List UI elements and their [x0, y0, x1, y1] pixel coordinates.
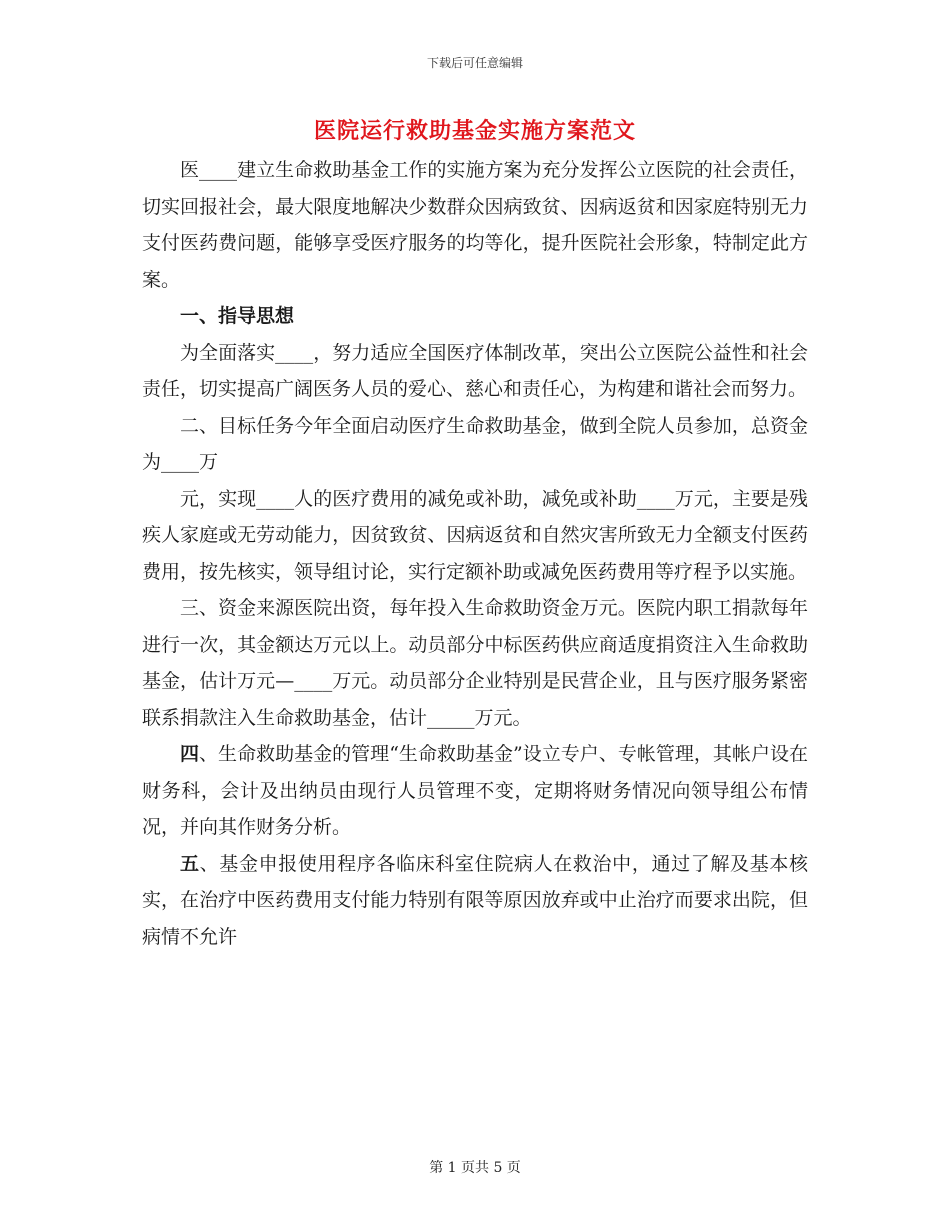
paragraph-guiding-thought — [142, 335, 808, 408]
section-heading-label: 一、指导思想 — [180, 305, 295, 327]
paragraph-application-procedure — [142, 846, 808, 956]
page-number-footer: 第 1 页共 5 页 — [429, 1160, 521, 1176]
header-note: 下载后可任意编辑 — [426, 56, 523, 70]
document-body — [142, 152, 808, 955]
paragraph-intro — [142, 152, 808, 298]
paragraph-text: 元，实现____人的医疗费用的减免或补助，减免或补助____万元，主要是残疾人家庭或无劳动能力，因贫致贫、因病返贫和自然灾害所致无力全额支付医药费用，按先核实，领导组讨论，实行定额补助或减免医药费用等疗程予以实施。 — [142, 487, 808, 583]
section-heading-guiding-thought — [142, 298, 808, 335]
paragraph-text: 三、资金来源医院出资，每年投入生命救助资金万元。医院内职工捐款每年进行一次，其金额达万元以上。动员部分中标医药供应商适度捐资注入生命救助基金，估计万元—____万元。动员部分企业特别是民营企业，且与医疗服务紧密联系捐款注入生命救助基金，估计_____万元。 — [142, 597, 808, 729]
paragraph-text: 、基金申报使用程序各临床科室住院病人在救治中，通过了解及基本核实，在治疗中医药费用支付能力特别有限等原因放弃或中止治疗而要求出院，但病情不允许 — [142, 852, 808, 948]
paragraph-text: 为全面落实____，努力适应全国医疗体制改革，突出公立医院公益性和社会责任，切实提高广阔医务人员的爱心、慈心和责任心，为构建和谐社会而努力。 — [142, 341, 808, 400]
paragraph-lead: 五 — [180, 852, 200, 875]
paragraph-text: 、生命救助基金的管理“生命救助基金”设立专户、专帐管理，其帐户设在财务科，会计及出纳员由现行人员管理不变，定期将财务情况向领导组公布情况，并向其作财务分析。 — [142, 743, 808, 838]
paragraph-fund-management — [142, 736, 808, 846]
document-title: 医院运行救助基金实施方案范文 — [313, 118, 636, 144]
paragraph-text: 医____建立生命救助基金工作的实施方案为充分发挥公立医院的社会责任，切实回报社会，最大限度地解决少数群众因病致贫、因病返贫和因家庭特别无力支付医药费问题，能够享受医疗服务的均等化，提升医院社会形象，特制定此方案。 — [142, 159, 808, 291]
paragraph-text: 二、目标任务今年全面启动医疗生命救助基金，做到全院人员参加，总资金为____万 — [142, 414, 808, 473]
paragraph-targets-continued — [142, 481, 808, 591]
paragraph-funding-sources — [142, 590, 808, 736]
paragraph-targets — [142, 408, 808, 481]
paragraph-lead: 四 — [180, 743, 200, 765]
